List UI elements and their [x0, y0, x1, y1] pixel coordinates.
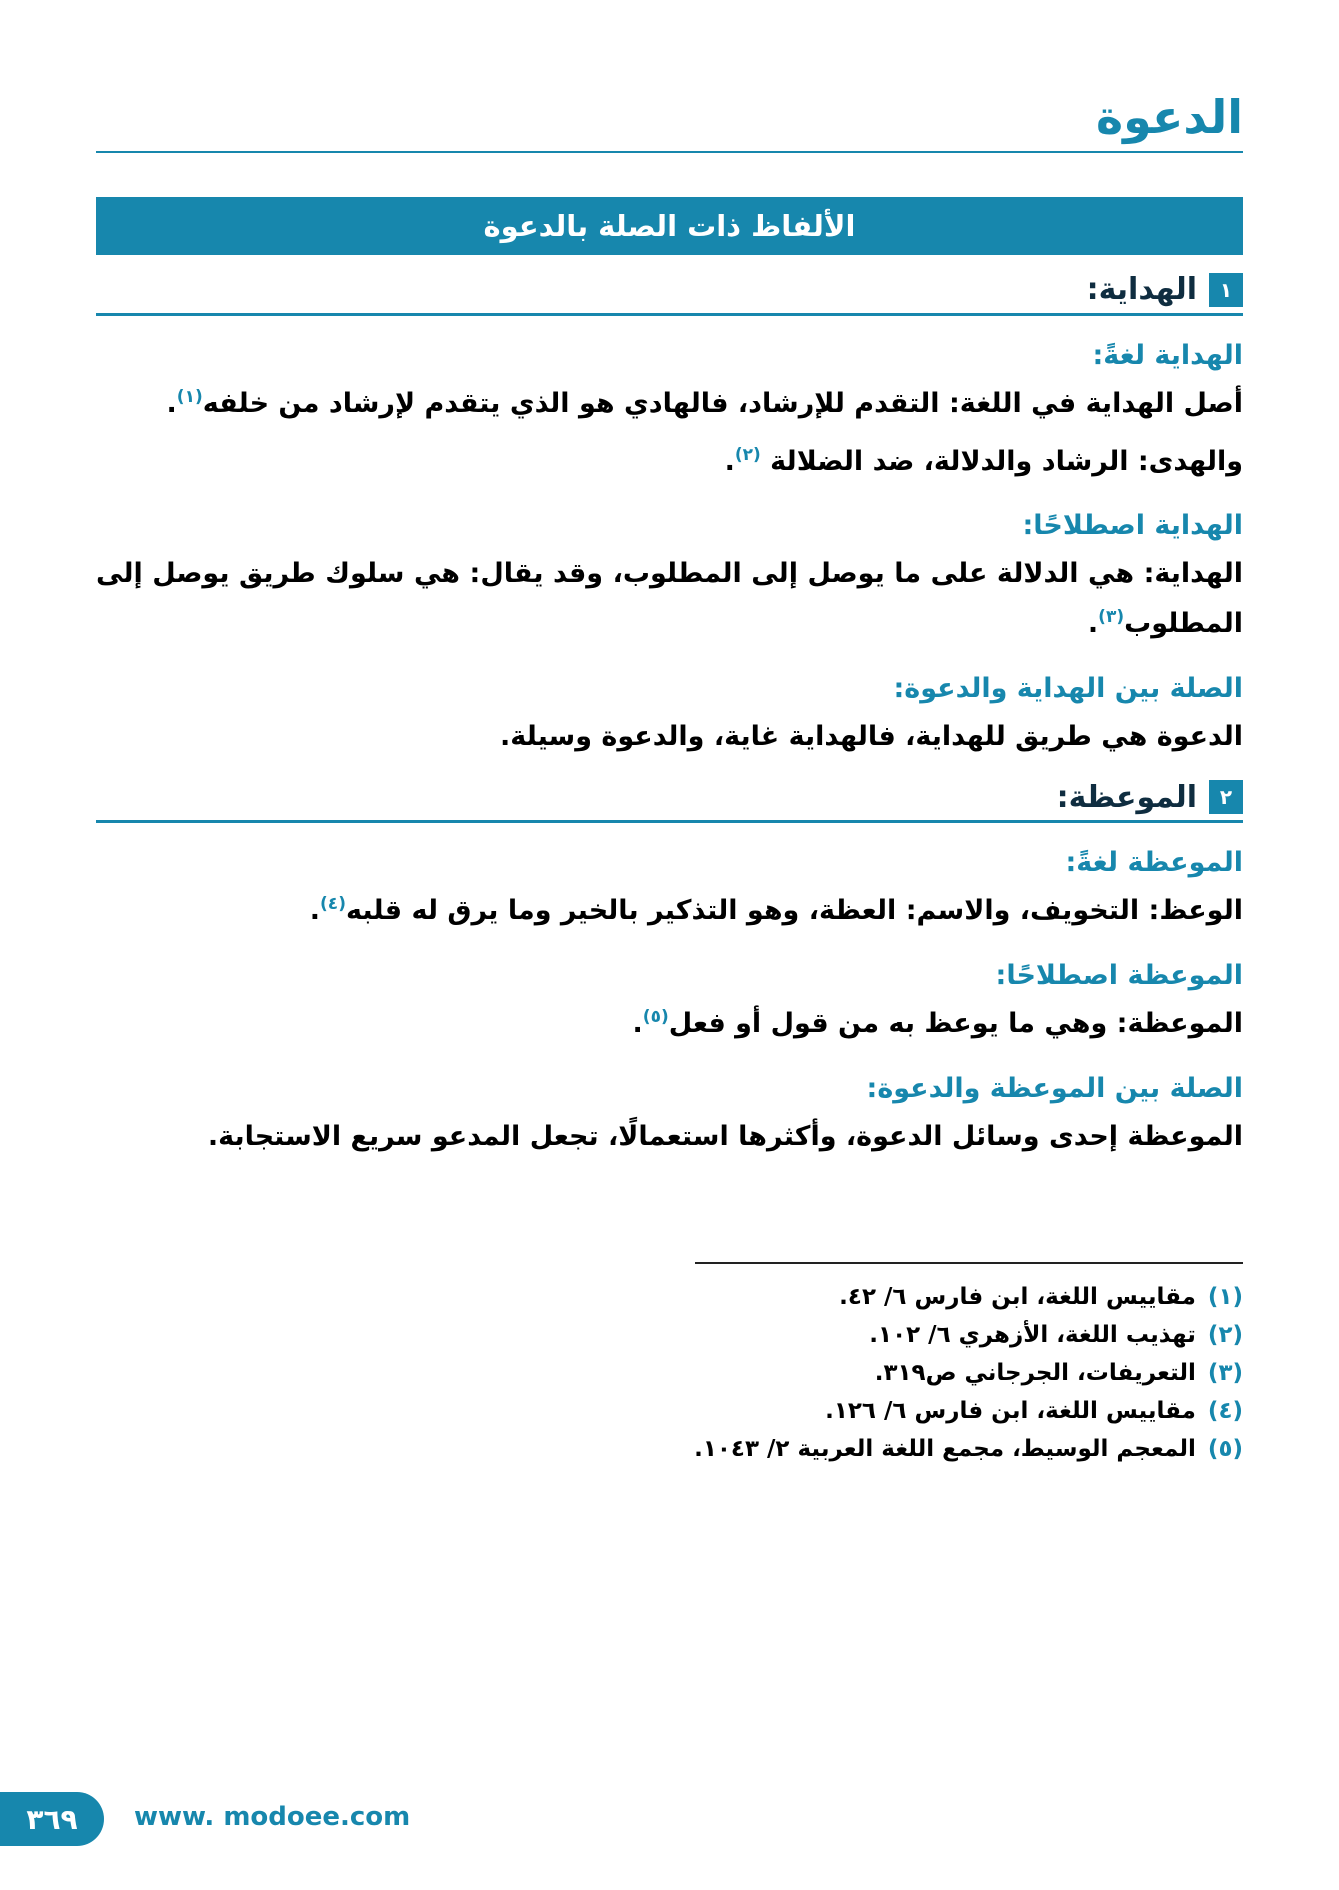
paragraph-text: الوعظ: التخويف، والاسم: العظة، وهو التذكير بالخير وما يرق له قلبه — [345, 895, 1243, 927]
footnote-text: التعريفات، الجرجاني ص٣١٩. — [874, 1360, 1196, 1386]
section-title: الهداية: — [1086, 272, 1197, 308]
section-divider — [96, 313, 1243, 316]
paragraph — [96, 437, 1243, 487]
footnotes — [96, 1262, 1243, 1468]
paragraph-suffix: . — [166, 387, 177, 419]
footnote-number: (٥) — [1207, 1436, 1243, 1462]
footnote-marker: (٢) — [734, 444, 761, 465]
subsection-heading: الموعظة لغةً: — [1065, 847, 1243, 879]
website-link[interactable]: www. modoee.com — [134, 1802, 411, 1832]
paragraph-text: الموعظة إحدى وسائل الدعوة، وأكثرها استعمالًا، تجعل المدعو سريع الاستجابة. — [207, 1121, 1243, 1153]
subsection-heading: الصلة بين الموعظة والدعوة: — [866, 1073, 1243, 1105]
footnote-marker: (٣) — [1098, 607, 1125, 628]
paragraph-text: الموعظة: وهي ما يوعظ به من قول أو فعل — [668, 1008, 1243, 1040]
chapter-banner — [96, 197, 1243, 255]
page-number: ٣٦٩ — [26, 1802, 78, 1836]
subsection-heading: الهداية اصطلاحًا: — [1022, 510, 1243, 542]
footnote-marker: (٥) — [642, 1007, 669, 1028]
paragraph — [96, 999, 1243, 1049]
footnote-text: مقاييس اللغة، ابن فارس ٦/ ١٢٦. — [825, 1398, 1196, 1424]
section-title: الموعظة: — [1056, 779, 1197, 815]
footnote-divider — [695, 1262, 1243, 1264]
subsection-heading: الموعظة اصطلاحًا: — [995, 960, 1243, 992]
section-divider — [96, 820, 1243, 823]
paragraph — [96, 1112, 1243, 1162]
page-number-badge — [0, 1792, 104, 1846]
paragraph-text: الدعوة هي طريق للهداية، فالهداية غاية، والدعوة وسيلة. — [499, 721, 1243, 753]
paragraph — [96, 549, 1243, 649]
header-divider — [96, 151, 1243, 153]
footnote-item — [96, 1354, 1243, 1392]
footnote-text: مقاييس اللغة، ابن فارس ٦/ ٤٢. — [839, 1284, 1196, 1310]
footnote-item — [96, 1430, 1243, 1468]
section-number: ١ — [1219, 277, 1233, 302]
paragraph — [96, 379, 1243, 429]
section-number-badge — [1209, 273, 1243, 307]
footnote-number: (٤) — [1207, 1398, 1243, 1424]
section-heading — [96, 271, 1243, 309]
footnote-item — [96, 1392, 1243, 1430]
paragraph-text: الهداية: هي الدلالة على ما يوصل إلى المطلوب، وقد يقال: هي سلوك طريق يوصل إلى المطلوب — [96, 558, 1243, 640]
subsection-heading: الصلة بين الهداية والدعوة: — [893, 673, 1243, 705]
paragraph-suffix: . — [309, 895, 321, 927]
paragraph — [96, 712, 1243, 762]
footnote-item — [96, 1278, 1243, 1316]
paragraph — [96, 886, 1243, 936]
section-number: ٢ — [1219, 785, 1233, 810]
footnote-item — [96, 1316, 1243, 1354]
page-title: الدعوة — [1095, 90, 1243, 144]
paragraph-text: والهدى: الرشاد والدلالة، ضد الضلالة — [760, 445, 1243, 477]
subsection-heading: الهداية لغةً: — [1092, 339, 1243, 371]
paragraph-text: أصل الهداية في اللغة: التقدم للإرشاد، فالهادي هو الذي يتقدم لإرشاد من خلفه — [202, 387, 1243, 419]
footnote-text: المعجم الوسيط، مجمع اللغة العربية ٢/ ١٠٤٣. — [694, 1436, 1196, 1462]
paragraph-suffix: . — [724, 445, 735, 477]
footnote-marker: (١) — [176, 386, 203, 407]
footnote-text: تهذيب اللغة، الأزهري ٦/ ١٠٢. — [869, 1322, 1196, 1348]
footnote-marker: (٤) — [320, 894, 346, 915]
section-hidaya — [96, 271, 1243, 763]
paragraph-suffix: . — [1087, 608, 1099, 640]
section-heading — [96, 778, 1243, 816]
footnote-number: (١) — [1207, 1284, 1243, 1310]
footnote-number: (٣) — [1207, 1360, 1243, 1386]
footnote-number: (٢) — [1207, 1322, 1243, 1348]
chapter-banner-title: الألفاظ ذات الصلة بالدعوة — [483, 208, 856, 243]
section-mawiza — [96, 778, 1243, 1162]
paragraph-suffix: . — [632, 1008, 643, 1040]
section-number-badge — [1209, 780, 1243, 814]
